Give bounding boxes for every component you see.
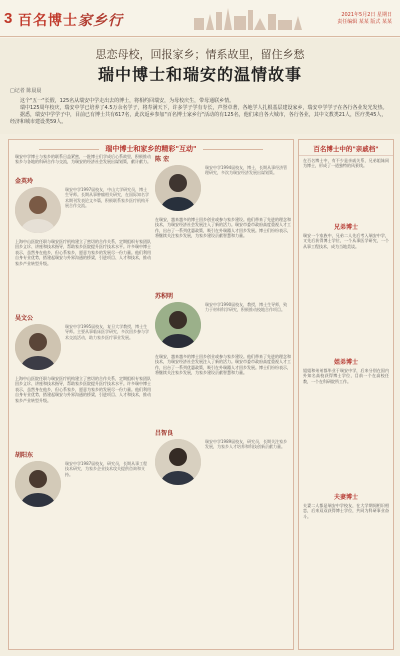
feature-right-column xyxy=(155,154,291,487)
headline-kicker: 思恋母校，回报家乡；情系故里，留住乡愁 xyxy=(95,49,305,61)
profile-name: 苏积明 xyxy=(155,293,174,300)
profile-name: 陈 宏 xyxy=(155,156,170,163)
feature-body-left-2: 上海中山医院任职与瑞安医疗机构建立了密切的合作关系，定期组织专家团队回乡义诊、讲座和技术指导，帮助家乡医院提升医疗技术水平。许多瑞中博士表示，虽然身在他乡，但心系家乡，愿意为家乡的发展尽一份力量。他们利用自身专业优势，搭建起瑞安与外界沟通的桥梁，引进项目、人才和技术，推动家乡产业转型升级。 xyxy=(15,376,151,403)
page-header xyxy=(0,0,400,38)
profile-bio: 瑞安中学1995届校友，复旦大学教授，博士生导师。主要从事临床医学研究，多次回乡参与学术交流活动，助力家乡医疗事业发展。 xyxy=(65,324,149,340)
profile-photo xyxy=(15,324,61,370)
sidebar-section-title: 兄弟博士 xyxy=(333,224,358,231)
profile-name: 金英玲 xyxy=(15,178,34,185)
sidebar-title: 百名博士中的"亲戚档" xyxy=(313,145,379,153)
sidebar-section-text: 瑞安一个家族中，兄弟二人先后考入瑞安中学，又先后获得博士学位，一个从事医学研究，一个从事工程技术，成为当地美谈。 xyxy=(303,233,389,249)
page-number: 3 xyxy=(4,10,13,27)
profile-name: 吴文公 xyxy=(15,315,34,322)
profile-bio: 瑞安中学1990届校友，教授，博士生导师，致力于材料科学研究，积极推动校地合作项目。 xyxy=(205,302,288,313)
city-skyline-illustration xyxy=(190,4,310,30)
sidebar-section-text: 姐姐和弟弟都毕业于瑞安中学，后来分别在国内外知名高校获得博士学位，目前一个在高校任教，一个在科研院所工作。 xyxy=(303,368,389,384)
profile-photo xyxy=(155,302,201,348)
sidebar-section-title: 夫妻博士 xyxy=(333,494,358,501)
profile-photo xyxy=(155,165,201,211)
profile-photo xyxy=(15,461,61,507)
sidebar-section-text: 夫妻二人都是瑞安中学校友，在大学期间相识相恋，后来双双获得博士学位，共同为科研事业奋斗。 xyxy=(303,503,389,519)
profile-bio: 瑞安中学1989届校友，研究员，长期关注家乡发展，为家乡人才培养和科技创新贡献力量。 xyxy=(205,439,288,450)
sidebar-section-title: 姐弟博士 xyxy=(333,359,358,366)
sidebar-box xyxy=(298,139,394,650)
feature-box xyxy=(8,139,294,650)
profile-bio: 瑞安中学1997届校友，中山大学研究员，博士生导师。长期从事肿瘤相关研究，在国际知名学术期刊发表论文多篇，积极联系家乡医疗机构开展合作交流。 xyxy=(65,187,149,209)
issue-editors: 责任编辑 某某 版式 某某 xyxy=(337,19,392,25)
profile-card xyxy=(15,313,151,372)
issue-date: 2021年5月2日 星期日 xyxy=(341,12,392,18)
feature-body-left: 上海中山医院任职与瑞安医疗机构建立了密切的合作关系，定期组织专家团队回乡义诊、讲座和技术指导，帮助家乡医院提升医疗技术水平。许多瑞中博士表示，虽然身在他乡，但心系家乡，愿意为家乡的发展尽一份力量。他们利用自身专业优势，搭建起瑞安与外界沟通的桥梁，引进项目、人才和技术，推动家乡产业转型升级。 xyxy=(15,239,151,266)
profile-card xyxy=(155,428,291,487)
profile-name: 吕智良 xyxy=(155,430,174,437)
feature-left-column xyxy=(15,154,151,509)
byline: □记者 陈晨晨 xyxy=(10,88,42,94)
section-title-main: 百名博士 xyxy=(18,12,78,28)
profile-photo xyxy=(15,187,61,233)
sidebar-divider xyxy=(299,155,393,156)
section-title xyxy=(18,10,123,30)
lead-paragraph: 这个"五一"长假，125名从瑞安中学走出去的博士，将相约回瑞安，为母校庆生，带母通联乡情。 xyxy=(20,98,235,104)
profile-card xyxy=(155,291,291,350)
feature-title: 瑞中博士和家乡的精彩"互动" xyxy=(9,144,293,154)
feature-body-right-2: 在瑞安，越来越多的博士回乡创业或参与家乡建设。他们带来了先进的理念和技术，为瑞安经济社会发展注入了新的活力。瑞安市委市政府高度重视人才工作，出台了一系列优惠政策，吸引在外瑞籍人才回乡发展。博士们纷纷表示，将继续关注家乡发展，为家乡建设贡献智慧和力量。 xyxy=(155,354,291,376)
section-title-script: 家乡行 xyxy=(78,13,123,29)
sidebar-intro: 在百名博士中，有不少是亲戚关系，兄弟姐妹同为博士，形成了一道独特的风景线。 xyxy=(303,158,389,169)
profile-photo xyxy=(155,439,201,485)
profile-bio: 瑞安中学1994届校友，博士，长期从事经济管理研究，多次为瑞安经济发展出谋划策。 xyxy=(205,165,288,176)
profile-card xyxy=(15,450,151,509)
profile-card xyxy=(15,176,151,235)
headline-title: 瑞中博士和瑞安的温情故事 xyxy=(97,67,302,84)
lead-article xyxy=(10,98,390,126)
profile-card xyxy=(155,154,291,213)
lead-paragraph: 据悉，瑞安中学学子中，目前已有博士共有617名，此次返乡参加"百名博士家乡行"活动的有125名，他们来自各大城市，各行各业，其中文教类21人，医疗类45人，经济和城市建设类59人。 xyxy=(10,112,387,125)
profile-bio: 瑞安中学1987届校友，研究员，长期从事工程技术研究，为家乡企业技术攻关提供咨询和支持。 xyxy=(65,461,148,477)
lead-paragraph: 瑞中125周年校庆，瑞安中学已培养了4.5万余名学子，将寿满天下，许多学子学有专长，声誉卓著，各地学人扎根基层建设家乡，瑞安中学学子在各行各业发光发热。 xyxy=(20,105,388,111)
profile-name: 胡阳东 xyxy=(15,452,34,459)
feature-intro: 瑞安中学博士与家乡的联系日益紧密，一批博士们学成后心系故里，积极推动家乡与各地的科研合作与交流，为瑞安的经济社会发展出谋划策，献计献力。 xyxy=(15,154,151,165)
issue-meta xyxy=(337,12,392,26)
feature-body-right: 在瑞安，越来越多的博士回乡创业或参与家乡建设。他们带来了先进的理念和技术，为瑞安经济社会发展注入了新的活力。瑞安市委市政府高度重视人才工作，出台了一系列优惠政策，吸引在外瑞籍人才回乡发展。博士们纷纷表示，将继续关注家乡发展，为家乡建设贡献智慧和力量。 xyxy=(155,217,291,239)
header-divider xyxy=(0,36,400,37)
